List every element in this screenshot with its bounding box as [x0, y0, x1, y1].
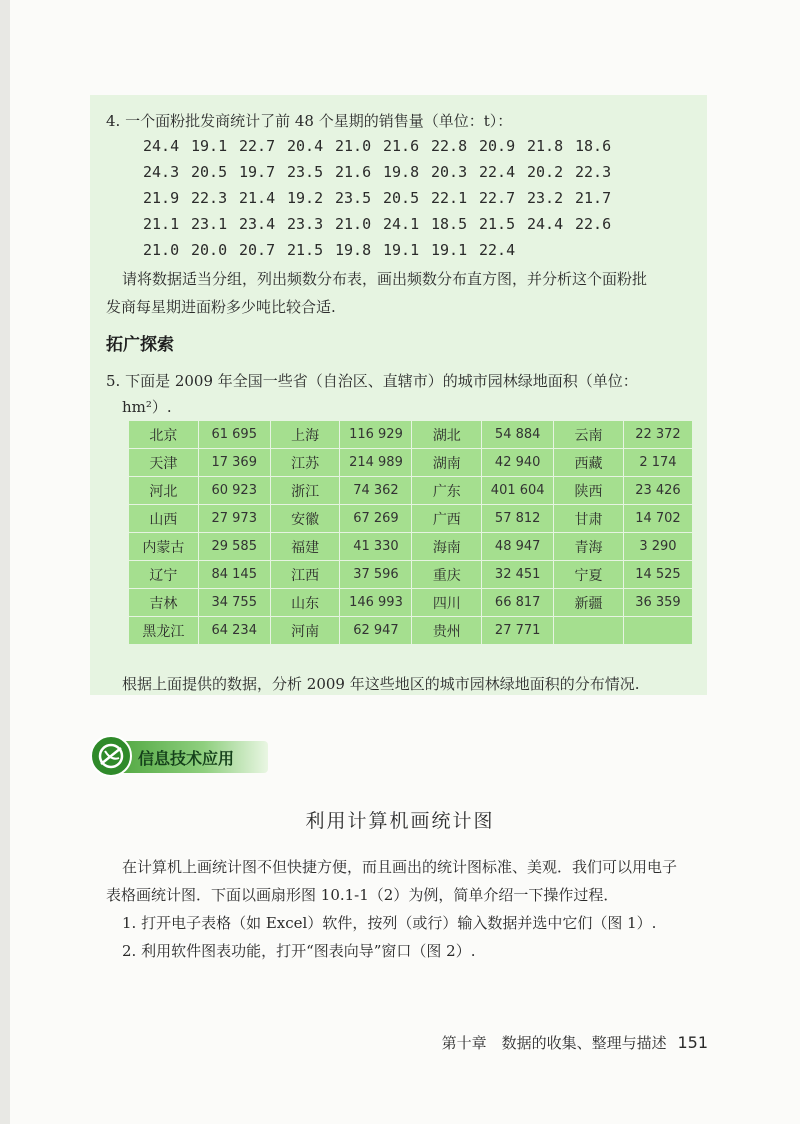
region-cell: 浙江	[270, 477, 340, 505]
sales-value: 21.0	[335, 215, 372, 233]
sales-value: 23.5	[335, 189, 372, 207]
sales-value: 22.4	[479, 163, 516, 181]
sales-value: 20.7	[239, 241, 276, 259]
info-tech-icon	[90, 735, 132, 777]
area-value-cell: 37 596	[340, 561, 412, 589]
sales-data-row	[143, 241, 527, 259]
sales-value: 20.2	[527, 163, 564, 181]
sales-value: 21.5	[287, 241, 324, 259]
area-value-cell	[623, 617, 692, 645]
area-value-cell: 32 451	[482, 561, 554, 589]
region-cell: 重庆	[412, 561, 482, 589]
area-value-cell: 3 290	[623, 533, 692, 561]
article-paragraph-line2: 表格画统计图．下面以画扇形图 10.1-1（2）为例，简单介绍一下操作过程．	[106, 886, 619, 904]
region-cell	[554, 617, 624, 645]
exercise-4-instruction-1: 请将数据适当分组，列出频数分布表，画出频数分布直方图，并分析这个面粉批	[122, 270, 648, 288]
sales-value: 22.3	[575, 163, 612, 181]
area-value-cell: 48 947	[482, 533, 554, 561]
region-cell: 四川	[412, 589, 482, 617]
area-value-cell: 36 359	[623, 589, 692, 617]
region-cell: 上海	[270, 421, 340, 449]
area-value-cell: 17 369	[198, 449, 270, 477]
area-value-cell: 62 947	[340, 617, 412, 645]
sales-value: 23.3	[287, 215, 324, 233]
area-value-cell: 84 145	[198, 561, 270, 589]
page-number: 151	[677, 1033, 708, 1052]
green-area-table	[128, 420, 693, 645]
area-value-cell: 41 330	[340, 533, 412, 561]
sales-value: 21.6	[335, 163, 372, 181]
area-value-cell: 74 362	[340, 477, 412, 505]
sales-value: 23.2	[527, 189, 564, 207]
sales-value: 21.4	[239, 189, 276, 207]
region-cell: 河北	[129, 477, 199, 505]
exercise-5-analysis: 根据上面提供的数据，分析 2009 年这些地区的城市园林绿地面积的分布情况.	[122, 675, 640, 693]
sales-value: 22.7	[239, 137, 276, 155]
exercise-5-question-line1: 5. 下面是 2009 年全国一些省（自治区、直辖市）的城市园林绿地面积（单位：	[106, 372, 638, 390]
sales-value: 24.1	[383, 215, 420, 233]
sales-value: 22.6	[575, 215, 612, 233]
sales-value: 22.1	[431, 189, 468, 207]
table-row	[129, 589, 693, 617]
sales-value: 24.4	[527, 215, 564, 233]
area-value-cell: 42 940	[482, 449, 554, 477]
region-cell: 天津	[129, 449, 199, 477]
sales-value: 23.4	[239, 215, 276, 233]
region-cell: 内蒙古	[129, 533, 199, 561]
region-cell: 北京	[129, 421, 199, 449]
region-cell: 河南	[270, 617, 340, 645]
sales-value: 21.8	[527, 137, 564, 155]
area-value-cell: 146 993	[340, 589, 412, 617]
exercise-4-question: 4. 一个面粉批发商统计了前 48 个星期的销售量（单位：t）：	[106, 112, 513, 130]
region-cell: 甘肃	[554, 505, 624, 533]
region-cell: 西藏	[554, 449, 624, 477]
sales-value: 19.1	[191, 137, 228, 155]
sales-value: 20.5	[383, 189, 420, 207]
sales-value: 21.5	[479, 215, 516, 233]
page-footer	[442, 1032, 708, 1053]
table-row	[129, 533, 693, 561]
sales-value: 18.6	[575, 137, 612, 155]
table-row	[129, 561, 693, 589]
area-value-cell: 54 884	[482, 421, 554, 449]
section-heading: 拓广探索	[106, 335, 174, 355]
sales-data-row	[143, 189, 623, 207]
sales-value: 19.8	[383, 163, 420, 181]
table-row	[129, 449, 693, 477]
sales-value: 23.5	[287, 163, 324, 181]
sales-value: 19.7	[239, 163, 276, 181]
area-value-cell: 64 234	[198, 617, 270, 645]
sales-value: 19.1	[383, 241, 420, 259]
area-value-cell: 61 695	[198, 421, 270, 449]
chapter-title: 第十章 数据的收集、整理与描述	[441, 1034, 667, 1052]
area-value-cell: 27 973	[198, 505, 270, 533]
sales-value: 21.6	[383, 137, 420, 155]
exercise-5-question-line2: hm²）.	[122, 398, 172, 416]
area-value-cell: 22 372	[623, 421, 692, 449]
sales-value: 18.5	[431, 215, 468, 233]
area-value-cell: 14 525	[623, 561, 692, 589]
sales-value: 22.4	[479, 241, 516, 259]
sales-value: 23.1	[191, 215, 228, 233]
area-value-cell: 67 269	[340, 505, 412, 533]
banner-label: 信息技术应用	[138, 749, 235, 768]
table-row	[129, 421, 693, 449]
region-cell: 湖北	[412, 421, 482, 449]
exercise-4-instruction-2: 发商每星期进面粉多少吨比较合适.	[106, 298, 336, 316]
sales-value: 20.3	[431, 163, 468, 181]
article-title: 利用计算机画统计图	[305, 810, 495, 832]
region-cell: 福建	[270, 533, 340, 561]
region-cell: 贵州	[412, 617, 482, 645]
sales-value: 20.9	[479, 137, 516, 155]
article-step-1: 1. 打开电子表格（如 Excel）软件，按列（或行）输入数据并选中它们（图 1）.	[122, 914, 657, 932]
table-row	[129, 505, 693, 533]
area-value-cell: 34 755	[198, 589, 270, 617]
table-row	[129, 617, 693, 645]
sales-value: 21.1	[143, 215, 180, 233]
region-cell: 宁夏	[554, 561, 624, 589]
region-cell: 辽宁	[129, 561, 199, 589]
region-cell: 云南	[554, 421, 624, 449]
area-value-cell: 23 426	[623, 477, 692, 505]
region-cell: 广西	[412, 505, 482, 533]
sales-value: 19.2	[287, 189, 324, 207]
article-step-2: 2. 利用软件图表功能，打开“图表向导”窗口（图 2）.	[122, 942, 476, 960]
region-cell: 新疆	[554, 589, 624, 617]
region-cell: 吉林	[129, 589, 199, 617]
sales-value: 22.8	[431, 137, 468, 155]
area-value-cell: 66 817	[482, 589, 554, 617]
sales-value: 24.3	[143, 163, 180, 181]
region-cell: 陕西	[554, 477, 624, 505]
region-cell: 海南	[412, 533, 482, 561]
sales-data-row	[143, 163, 623, 181]
area-value-cell: 57 812	[482, 505, 554, 533]
area-value-cell: 116 929	[340, 421, 412, 449]
region-cell: 湖南	[412, 449, 482, 477]
sales-value: 22.7	[479, 189, 516, 207]
table-row	[129, 477, 693, 505]
region-cell: 青海	[554, 533, 624, 561]
sales-value: 21.0	[335, 137, 372, 155]
region-cell: 安徽	[270, 505, 340, 533]
sales-value: 21.0	[143, 241, 180, 259]
page-edge	[0, 0, 10, 1124]
region-cell: 广东	[412, 477, 482, 505]
area-value-cell: 401 604	[482, 477, 554, 505]
sales-value: 20.0	[191, 241, 228, 259]
sales-value: 19.1	[431, 241, 468, 259]
sales-value: 20.5	[191, 163, 228, 181]
area-value-cell: 2 174	[623, 449, 692, 477]
article-paragraph-line1: 在计算机上画统计图不但快捷方便，而且画出的统计图标准、美观．我们可以用电子	[122, 858, 678, 876]
sales-value: 24.4	[143, 137, 180, 155]
info-tech-banner	[90, 735, 270, 777]
region-cell: 山西	[129, 505, 199, 533]
sales-data-row	[143, 215, 623, 233]
sales-value: 21.9	[143, 189, 180, 207]
area-value-cell: 60 923	[198, 477, 270, 505]
area-value-cell: 14 702	[623, 505, 692, 533]
sales-data-row	[143, 137, 623, 155]
area-value-cell: 27 771	[482, 617, 554, 645]
region-cell: 江西	[270, 561, 340, 589]
sales-value: 21.7	[575, 189, 612, 207]
sales-value: 19.8	[335, 241, 372, 259]
sales-value: 20.4	[287, 137, 324, 155]
sales-value: 22.3	[191, 189, 228, 207]
region-cell: 江苏	[270, 449, 340, 477]
area-value-cell: 29 585	[198, 533, 270, 561]
region-cell: 黑龙江	[129, 617, 199, 645]
area-value-cell: 214 989	[340, 449, 412, 477]
region-cell: 山东	[270, 589, 340, 617]
